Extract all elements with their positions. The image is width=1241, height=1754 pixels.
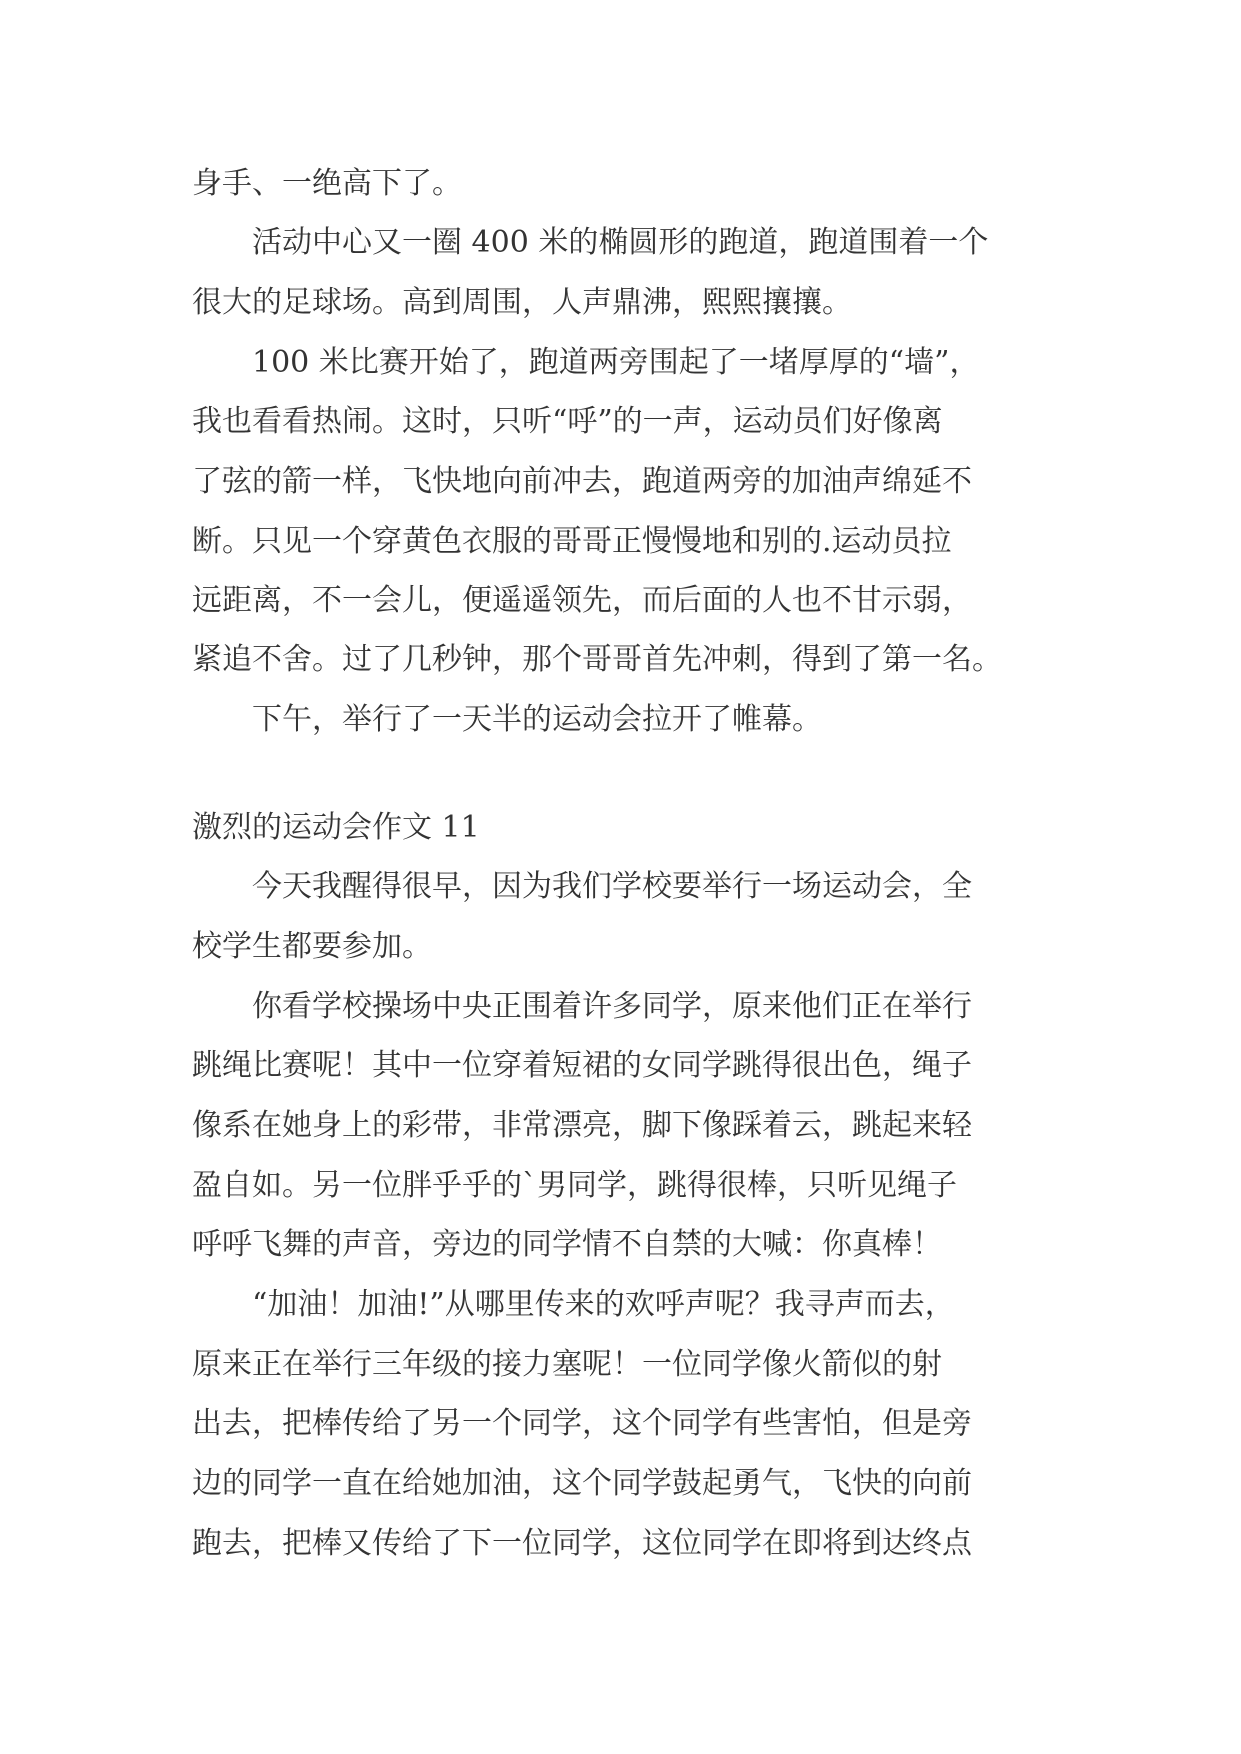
text-line: “加油！加油!”从哪里传来的欢呼声呢？我寻声而去， <box>192 1287 955 1322</box>
text-line: 我也看看热闹。这时，只听“呼”的一声，运动员们好像离 <box>192 404 943 439</box>
text-line: 你看学校操场中央正围着许多同学，原来他们正在举行 <box>192 989 972 1024</box>
text-line: 边的同学一直在给她加油，这个同学鼓起勇气，飞快的向前 <box>192 1466 972 1501</box>
text-line: 身手、一绝高下了。 <box>192 166 462 201</box>
text-line: 原来正在举行三年级的接力塞呢！一位同学像火箭似的射 <box>192 1347 942 1382</box>
text-line: 下午，举行了一天半的运动会拉开了帷幕。 <box>192 702 822 737</box>
text-line: 跳绳比赛呢！其中一位穿着短裙的女同学跳得很出色，绳子 <box>192 1048 972 1083</box>
text-line: 呼呼飞舞的声音，旁边的同学情不自禁的大喊：你真棒！ <box>192 1227 942 1262</box>
text-line: 今天我醒得很早，因为我们学校要举行一场运动会，全 <box>192 869 972 904</box>
text-line: 紧追不舍。过了几秒钟，那个哥哥首先冲刺，得到了第一名。 <box>192 642 1002 677</box>
text-line: 断。只见一个穿黄色衣服的哥哥正慢慢地和别的.运动员拉 <box>192 524 952 559</box>
text-line: 跑去，把棒又传给了下一位同学，这位同学在即将到达终点 <box>192 1526 972 1561</box>
text-line: 远距离，不一会儿，便遥遥领先，而后面的人也不甘示弱， <box>192 583 972 618</box>
text-line: 出去，把棒传给了另一个同学，这个同学有些害怕，但是旁 <box>192 1406 972 1441</box>
section-title: 激烈的运动会作文 11 <box>192 810 480 845</box>
text-line: 100 米比赛开始了，跑道两旁围起了一堵厚厚的“墙”， <box>192 345 980 380</box>
text-line: 很大的足球场。高到周围，人声鼎沸，熙熙攘攘。 <box>192 285 852 320</box>
text-line: 了弦的箭一样，飞快地向前冲去，跑道两旁的加油声绵延不 <box>192 464 972 499</box>
text-line: 像系在她身上的彩带，非常漂亮，脚下像踩着云，跳起来轻 <box>192 1108 972 1143</box>
text-line: 校学生都要参加。 <box>192 929 432 964</box>
text-line: 盈自如。另一位胖乎乎的`男同学，跳得很棒，只听见绳子 <box>192 1168 957 1203</box>
text-line: 活动中心又一圈 400 米的椭圆形的跑道，跑道围着一个 <box>192 225 989 260</box>
